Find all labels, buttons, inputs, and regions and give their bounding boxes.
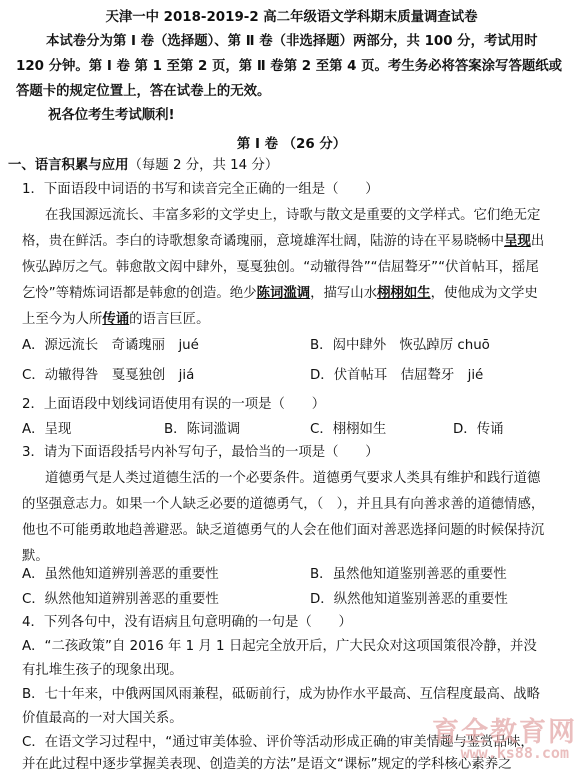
- passage-line: 恢弘踔厉之气。韩愈散文闳中肆外，戛戛独创。“动辙得咎”“佶屈聱牙”“伏首帖耳，摇尾: [22, 260, 539, 275]
- underlined-word: 栩栩如生: [377, 286, 431, 301]
- underlined-word: 传诵: [102, 312, 130, 327]
- option-c: C．栩栩如生: [310, 422, 387, 437]
- passage-line: 道德勇气是人类过道德生活的一个必要条件。道德勇气要求人类具有维护和践行道德: [45, 471, 541, 486]
- passage-line: 默。: [22, 549, 49, 564]
- passage-line: 格，贵在鲜活。李白的诗歌想象奇谲瑰丽，意境雄浑壮阔，陆游的诗在平易晓畅中呈现出: [22, 234, 545, 249]
- option-b: B．闳中肆外 恢弘踔厉 chuō: [310, 338, 490, 353]
- part-one-title: 第 Ⅰ 卷 （26 分）: [236, 137, 347, 152]
- watermark-url: www.ks88.com: [460, 744, 569, 762]
- passage-line: 乞怜”等精炼词语都是韩愈的创造。绝少陈词滥调，描写山水栩栩如生，使他成为文学史: [22, 286, 538, 301]
- intro-line-1: 本试卷分为第 Ⅰ 卷（选择题）、第 Ⅱ 卷（非选择题）两部分，共 100 分，考试用时: [46, 34, 538, 49]
- section-heading: [8, 157, 573, 175]
- underlined-word: 呈现: [504, 234, 531, 249]
- passage-line: 的坚强意志力。如果一个人缺乏必要的道德勇气，（ ），并且具有向善求善的道德情感，: [22, 497, 545, 512]
- option-a: A．虽然他知道辨别善恶的重要性: [22, 567, 219, 582]
- passage-line: 在我国源远流长、丰富多彩的文学史上，诗歌与散文是重要的文学样式。它们绝无定: [45, 208, 541, 223]
- option-b-line-1: B．七十年来，中俄两国风雨兼程，砥砺前行，成为协作水平最高、互信程度最高、战略: [22, 687, 541, 702]
- option-b: B．虽然他知道鉴别善恶的重要性: [310, 567, 507, 582]
- option-b-line-2: 价值最高的一对大国关系。: [22, 711, 183, 726]
- question-3-stem: 3．请为下面语段括号内补写句子，最恰当的一项是（ ）: [22, 445, 379, 460]
- question-2-stem: 2．上面语段中划线词语使用有误的一项是（ ）: [22, 397, 326, 412]
- good-luck-text: 祝各位考生考试顺利!: [48, 108, 175, 123]
- underlined-word: 陈词滥调: [256, 286, 311, 301]
- passage-line: 他也不可能勇敢地趋善避恶。缺乏道德勇气的人会在他们面对善恶选择问题的时候保持沉: [22, 523, 545, 538]
- option-d: D．纵然他知道鉴别善恶的重要性: [310, 592, 508, 607]
- watermark-text: 育全教育网: [432, 717, 577, 748]
- section-title: 一、语言积累与应用: [8, 158, 129, 173]
- option-d: D．传诵: [453, 422, 504, 437]
- option-a-line-2: 有扎堆生孩子的现象出现。: [22, 663, 183, 678]
- question-1-stem: 1．下面语段中词语的书写和读音完全正确的一组是（ ）: [22, 182, 379, 197]
- intro-line-3: 答题卡的规定位置上，答在试卷上的无效。: [16, 84, 271, 99]
- option-a: A．呈现: [22, 422, 72, 437]
- option-c: C．动辙得咎 戛戛独创 jiá: [22, 368, 195, 383]
- intro-line-2: 120 分钟。第 Ⅰ 卷 第 1 至第 2 页，第 Ⅱ 卷第 2 至第 4 页。考生务必将答案涂写答题纸或: [16, 59, 563, 74]
- option-a-line-1: A．“二孩政策”自 2016 年 1 月 1 日起完全放开后，广大民众对这项国策很冷静，并没: [22, 639, 537, 654]
- option-d: D．伏首帖耳 佶屈聱牙 jié: [310, 368, 484, 383]
- exam-title: 天津一中 2018-2019-2 高二年级语文学科期末质量调查试卷: [105, 10, 478, 25]
- option-c: C．纵然他知道辨别善恶的重要性: [22, 592, 219, 607]
- question-4-stem: 4．下列各句中，没有语病且句意明确的一句是（ ）: [22, 615, 352, 630]
- option-b: B．陈词滥调: [164, 422, 241, 437]
- passage-line: 上至今为人所传诵的语言巨匠。: [22, 312, 210, 327]
- option-c-line-2: 并在此过程中逐步掌握美表现、创造美的方法”是语文“课标”规定的学科核心素养之: [22, 757, 512, 772]
- section-note: （每题 2 分，共 14 分）: [128, 158, 279, 173]
- option-c-line-1: C．在语文学习过程中，“通过审美体验、评价等活动形成正确的审美情趣与鉴赏品味，: [22, 735, 534, 750]
- option-a: A．源远流长 奇谲瑰丽 jué: [22, 338, 199, 353]
